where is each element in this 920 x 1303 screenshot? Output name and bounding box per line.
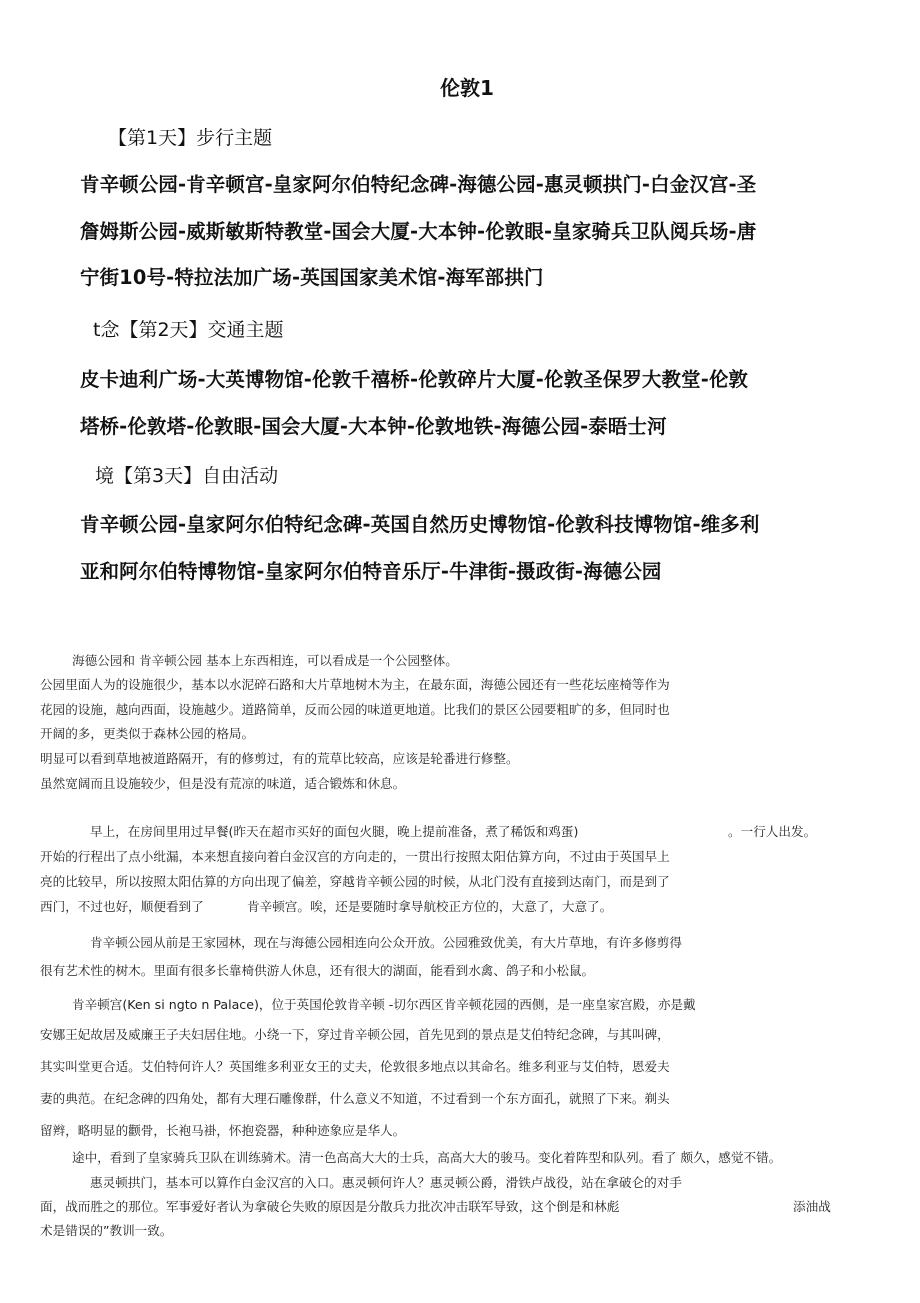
body-line: 添油战 bbox=[793, 1199, 831, 1214]
body-line: 虽然宽阔而且设施较少，但是没有荒凉的味道，适合锻炼和休息。 bbox=[40, 776, 406, 791]
body-line: 早上，在房间里用过早餐(昨天在超市买好的面包火腿，晚上提前准备，煮了稀饭和鸡蛋) bbox=[90, 824, 579, 839]
body-line: 肯辛顿宫(Ken si ngto n Palace)，位于英国伦敦肯辛顿 -切尔西区肯辛顿花园的西侧，是一座皇家宫殿，亦是戴 bbox=[72, 997, 696, 1012]
day2-heading: t念【第2天】交通主题 bbox=[93, 319, 284, 341]
day1-route-line: 肯辛顿公园-肯辛顿宫-皇家阿尔伯特纪念碑-海德公园-惠灵顿拱门-白金汉宫-圣 bbox=[80, 173, 757, 196]
body-line: 妻的典范。在纪念碑的四角处，都有大理石雕像群，什么意义不知道，不过看到一个东方面孔，就照了下来。剃头 bbox=[40, 1091, 670, 1106]
body-line: 其实叫堂更合适。艾伯特何许人？英国维多利亚女王的丈夫，伦敦很多地点以其命名。维多利亚与艾伯特，恩爱夫 bbox=[40, 1059, 670, 1074]
day3-heading: 境【第3天】自由活动 bbox=[95, 465, 279, 487]
body-line: 花园的设施，越向西面，设施越少。道路简单，反而公园的味道更地道。比我们的景区公园要粗旷的多，但同时也 bbox=[40, 702, 670, 717]
body-line: 留辫，略明显的颧骨，长袍马褂，怀抱瓷器，种种迹象应是华人。 bbox=[40, 1123, 406, 1138]
body-line: 途中，看到了皇家骑兵卫队在训练骑术。清一色高高大大的士兵，高高大大的骏马。变化着阵型和队列。看了 颇久，感觉不错。 bbox=[72, 1150, 782, 1165]
body-line: 亮的比较早，所以按照太阳估算的方向出现了偏差，穿越肯辛顿公园的时候，从北门没有直接到达南门，而是到了 bbox=[40, 874, 670, 889]
body-line: 面，战而胜之的那位。军事爱好者认为拿破仑失败的原因是分散兵力批次冲击联军导致，这个倒是和林彪 bbox=[40, 1199, 620, 1214]
day2-route-line: 皮卡迪利广场-大英博物馆-伦敦千禧桥-伦敦碎片大厦-伦敦圣保罗大教堂-伦敦 bbox=[80, 368, 749, 391]
day3-route-line: 亚和阿尔伯特博物馆-皇家阿尔伯特音乐厅-牛津街-摄政街-海德公园 bbox=[80, 560, 662, 583]
day1-route-line: 詹姆斯公园-威斯敏斯特教堂-国会大厦-大本钟-伦敦眼-皇家骑兵卫队阅兵场-唐 bbox=[80, 220, 757, 243]
body-line: 海德公园和 肯辛顿公园 基本上东西相连，可以看成是一个公园整体。 bbox=[72, 653, 458, 668]
body-line: 肯辛顿宫。唉，还是要随时拿导航校正方位的，大意了，大意了。 bbox=[247, 899, 613, 914]
body-line: 开始的行程出了点小纰漏，本来想直接向着白金汉宫的方向走的，一贯出行按照太阳估算方向，不过由于英国早上 bbox=[40, 849, 670, 864]
day1-route-line: 宁街10号-特拉法加广场-英国国家美术馆-海军部拱门 bbox=[80, 266, 544, 289]
body-line: 开阔的多，更类似于森林公园的格局。 bbox=[40, 726, 255, 741]
body-line: 安娜王妃故居及威廉王子夫妇居住地。小绕一下，穿过肯辛顿公园，首先见到的景点是艾伯特纪念碑，与其叫碑， bbox=[40, 1027, 670, 1042]
day3-route-line: 肯辛顿公园-皇家阿尔伯特纪念碑-英国自然历史博物馆-伦敦科技博物馆-维多利 bbox=[80, 513, 760, 536]
body-line: 明显可以看到草地被道路隔开，有的修剪过，有的荒草比较高，应该是轮番进行修整。 bbox=[40, 751, 519, 766]
body-line: 。一行人出发。 bbox=[728, 824, 817, 839]
body-line: 公园里面人为的设施很少，基本以水泥碎石路和大片草地树木为主，在最东面，海德公园还有一些花坛座椅等作为 bbox=[40, 677, 670, 692]
day1-heading: 【第1天】步行主题 bbox=[108, 127, 273, 149]
body-line: 很有艺术性的树木。里面有很多长靠椅供游人休息，还有很大的湖面，能看到水禽、鸽子和小松鼠。 bbox=[40, 963, 595, 978]
document-title: 伦敦1 bbox=[440, 76, 494, 100]
body-line: 西门，不过也好，顺便看到了 bbox=[40, 899, 204, 914]
body-line: 术是错误的”教训一致。 bbox=[40, 1223, 173, 1238]
body-line: 惠灵顿拱门，基本可以算作白金汉宫的入口。惠灵顿何许人？惠灵顿公爵，滑铁卢战役，站在拿破仑的对手 bbox=[90, 1175, 682, 1190]
day2-route-line: 塔桥-伦敦塔-伦敦眼-国会大厦-大本钟-伦敦地铁-海德公园-泰晤士河 bbox=[80, 415, 667, 438]
body-line: 肯辛顿公园从前是王家园林，现在与海德公园相连向公众开放。公园雅致优美，有大片草地，有许多修剪得 bbox=[90, 935, 682, 950]
